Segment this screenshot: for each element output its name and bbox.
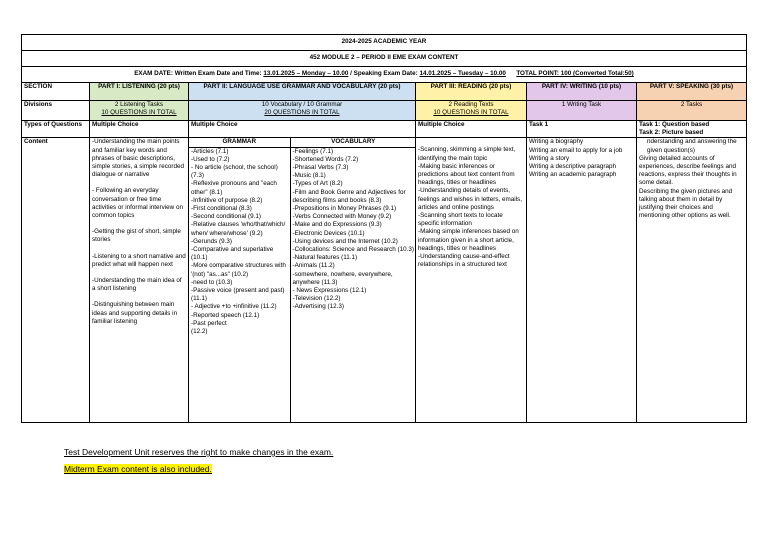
speaking-item: Describing the given pictures and talking about them in detail by justifying their choices and mentioning other options as well. <box>639 187 733 220</box>
listening-item: -Understanding the main points and familiar key words and phrases of basic descriptions, simple stories, a simple recorded dialogue or narrative <box>92 138 185 179</box>
content-language-use <box>189 138 416 422</box>
test-development-note: Test Development Unit reserves the right to make changes in the exam. <box>64 447 334 457</box>
module-title: 452 MODULE 2 – PERIOD II EME EXAM CONTENT <box>22 51 747 67</box>
content-speaking <box>637 138 747 422</box>
vocabulary-item: -Phrasal Verbs (7.3) <box>292 164 349 172</box>
listening-item: -Getting the gist of short, simple stories <box>92 228 181 244</box>
reading-item: -Making simple inferences based on information given in a short article, headings, titles or headlines <box>418 228 519 252</box>
grammar-vocabulary-table <box>189 138 416 421</box>
vocabulary-item: - News Expressions (12.1) <box>292 287 367 295</box>
types-speaking <box>637 121 747 138</box>
divisions-label: Divisions <box>22 101 90 121</box>
grammar-item: -Past perfect <box>191 319 227 327</box>
vocabulary-item: -Collocations: Science and Research (10.3) <box>292 246 414 254</box>
listening-item: -Understanding the main idea of a short listening <box>92 277 182 293</box>
exam-date-prefix: EXAM DATE: Written Exam Date and Time: <box>134 70 264 78</box>
speaking-task-2: Task 2: Picture based <box>639 129 704 137</box>
speaking-item: nderstanding and answering the given question(s) <box>647 138 737 154</box>
vocabulary-list <box>290 147 416 422</box>
divisions-speaking: 2 Tasks <box>637 101 747 121</box>
divisions-reading <box>416 101 527 121</box>
content-writing <box>527 138 637 422</box>
vocabulary-item: -Types of Art (8.2) <box>292 180 343 188</box>
divisions-listening <box>90 101 189 121</box>
grammar-list <box>189 147 290 422</box>
vocabulary-item: -Shortened Words (7.2) <box>292 155 359 163</box>
exam-content-table <box>21 34 747 423</box>
content-label: Content <box>22 138 90 422</box>
listening-questions-total: 10 QUESTIONS IN TOTAL <box>101 109 177 117</box>
divisions-language-use <box>189 101 416 121</box>
grammar-item: (12.2) <box>191 328 208 336</box>
section-language-use: PART II: LANGUAGE USE GRAMMAR AND VOCABULARY (20 pts) <box>189 83 416 101</box>
grammar-item: -Comparative and superlative (10.1) <box>191 246 274 262</box>
vocabulary-item: -Music (8.1) <box>292 172 326 180</box>
writing-item: Writing a descriptive paragraph <box>529 163 617 171</box>
section-label: SECTION <box>22 83 90 101</box>
vocabulary-item: -Verbs Connected with Money (9.2) <box>292 213 392 221</box>
reading-item: -Scanning, skimming a simple text, identifying the main topic <box>418 146 516 162</box>
reading-item: -Understanding cause-and-effect relationships in a structured text <box>418 253 510 269</box>
grammar-item: -need to (10.3) <box>191 278 233 286</box>
types-reading: Multiple Choice <box>416 121 527 138</box>
vocabulary-item: -Film and Book Genre and Adjectives for describing films and books (8.3) <box>292 188 406 204</box>
grammar-item: -Gerunds (9.3) <box>191 237 232 245</box>
academic-year-title: 2024-2025 ACADEMIC YEAR <box>22 35 747 51</box>
section-listening: PART I: LISTENING (20 pts) <box>90 83 189 101</box>
section-writing: PART IV: WRITING (10 pts) <box>527 83 637 101</box>
vocabulary-item: -Animals (11.2) <box>292 262 335 270</box>
section-speaking: PART V: SPEAKING (30 pts) <box>637 83 747 101</box>
grammar-header: GRAMMAR <box>189 138 290 147</box>
midterm-content-note: Midterm Exam content is also included. <box>64 464 212 474</box>
vocabulary-item: -Advertising (12.3) <box>292 303 344 311</box>
speaking-item: Giving detailed accounts of experiences, describe feelings and reactions, express their thoughts in some detail. <box>639 154 737 187</box>
section-reading: PART III: READING (20 pts) <box>416 83 527 101</box>
grammar-item: -Used to (7.2) <box>191 155 230 163</box>
writing-item: Writing an email to apply for a job <box>529 146 623 154</box>
exam-content-sheet <box>21 34 746 423</box>
listening-item: - Following an everyday conversation or free time activities or informal interview on common topics <box>92 187 183 220</box>
vocabulary-item: -Using devices and the Internet (10.2) <box>292 237 398 245</box>
listening-item: -Listening to a short narrative and predict what will happen next <box>92 252 186 268</box>
types-writing: Task 1 <box>527 121 637 138</box>
vocabulary-header: VOCABULARY <box>290 138 416 147</box>
vocabulary-item: -Prepositions in Money Phrases (9.1) <box>292 205 397 213</box>
types-language-use: Multiple Choice <box>189 121 416 138</box>
grammar-item: -More comparative structures with '(not) "as...as" (10.2) <box>191 262 286 278</box>
vocabulary-item: -Electronic Devices (10.1) <box>292 229 365 237</box>
content-listening <box>90 138 189 422</box>
grammar-item: - No article (school, the school) (7.3) <box>191 164 278 180</box>
listening-tasks: 2 Listening Tasks <box>114 101 164 108</box>
vocabulary-item: -Make and do Expressions (9.3) <box>292 221 382 229</box>
vocabulary-item: -Feelings (7.1) <box>292 147 334 155</box>
language-tasks: 10 Vocabulary / 10 Grammar <box>261 101 343 108</box>
writing-item: Writing a biography <box>529 138 584 146</box>
types-label: Types of Questions <box>22 121 90 138</box>
reading-questions-total: 10 QUESTIONS IN TOTAL <box>433 109 509 117</box>
grammar-item: -Articles (7.1) <box>191 147 229 155</box>
reading-texts: 2 Reading Texts <box>448 101 494 108</box>
types-listening: Multiple Choice <box>90 121 189 138</box>
grammar-item: -Second conditional (9.1) <box>191 213 262 221</box>
vocabulary-item: -somewhere, nowhere, everywhere, anywhere (11.3) <box>292 270 393 286</box>
vocabulary-item: -Television (12.2) <box>292 295 341 303</box>
reading-item: -Understanding details of events, feelings and wishes in letters, emails, articles and online postings <box>418 187 522 211</box>
grammar-item: - Adjective +to +infinitive (11.2) <box>191 303 277 311</box>
listening-item: -Distinguishing between main ideas and supporting details in familiar listening <box>92 301 178 325</box>
grammar-item: -Infinitive of purpose (8.2) <box>191 196 263 204</box>
divisions-writing: 1 Writing Task <box>527 101 637 121</box>
grammar-item: -Passive voice (present and past) (11.1) <box>191 287 285 303</box>
total-points: TOTAL POINT: 100 (Converted Total:50) <box>516 70 634 78</box>
speaking-date-prefix: / Speaking Exam Date: <box>348 70 420 78</box>
exam-date-row <box>22 67 747 83</box>
reading-item: -Making basic inferences or predictions about text content from headings, titles or headlines <box>418 162 515 187</box>
reading-item: -Scanning short texts to locate specific information <box>418 212 503 228</box>
content-reading <box>416 138 527 422</box>
writing-item: Writing an academic paragraph <box>529 171 617 179</box>
grammar-item: -First conditional (8.3) <box>191 205 252 213</box>
grammar-item: -Reported speech (12.1) <box>191 311 260 319</box>
writing-item: Writing a story <box>529 154 570 162</box>
language-questions-total: 20 QUESTIONS IN TOTAL <box>264 109 340 117</box>
grammar-item: -Reflexive pronouns and "each other" (8.1) <box>191 180 277 196</box>
written-exam-date: 13.01.2025 – Monday – 10.00 <box>263 70 349 78</box>
vocabulary-item: -Natural features (11.1) <box>292 254 358 262</box>
grammar-item: -Relative clauses 'who/that/which/ when/ where/whose' (9.2) <box>191 221 286 237</box>
speaking-exam-date: 14.01.2025 – Tuesday – 10.00 <box>419 70 506 78</box>
speaking-task-1: Task 1: Question based <box>639 121 710 128</box>
